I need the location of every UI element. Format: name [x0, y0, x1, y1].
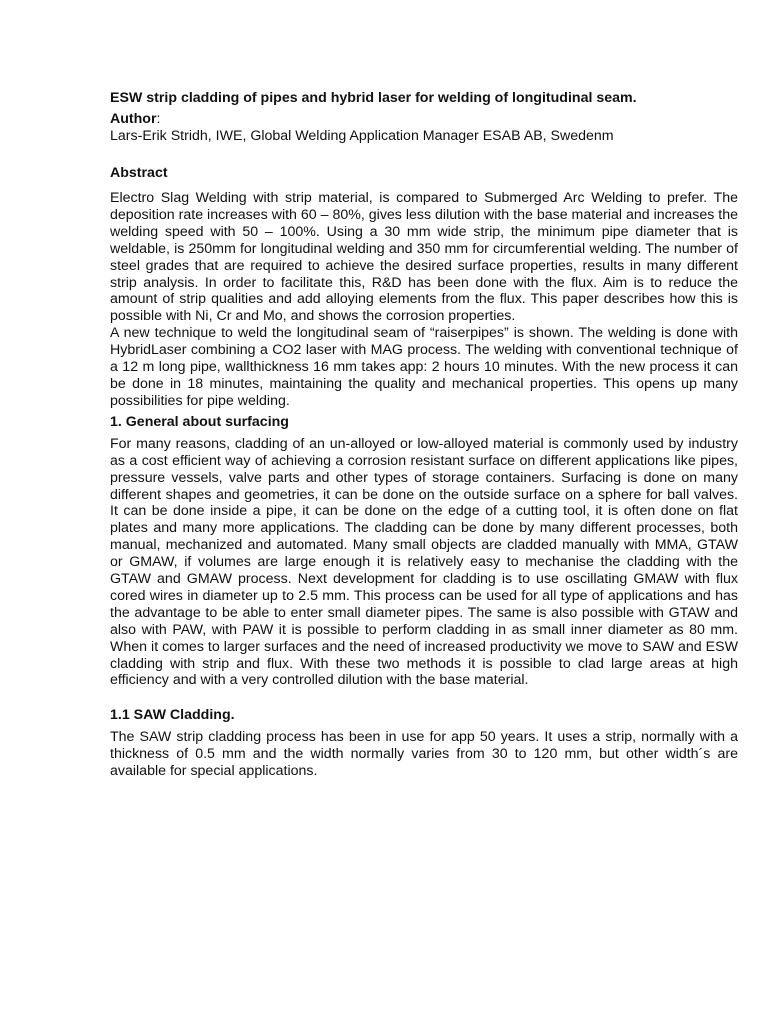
- section-1-1-heading: 1.1 SAW Cladding.: [110, 707, 235, 724]
- author-heading-label: Author: [110, 111, 157, 127]
- abstract-heading: Abstract: [110, 165, 168, 181]
- section-1-1-paragraph: The SAW strip cladding process has been in use for app 50 years. It uses a strip, normally with a thickness of 0.5 mm and the width normally varies from 30 to 120 mm, but other width´s are available for special applications.: [110, 729, 738, 780]
- author-heading-colon: :: [156, 111, 161, 127]
- document-page: [110, 89, 738, 780]
- section-1-paragraph: For many reasons, cladding of an un-alloyed or low-alloyed material is commonly used by industry as a cost efficient way of achieving a corrosion resistant surface on different applications like pipes, pressure vessels, valve parts and other types of storage containers. Surfacing is done on many different shapes and geometries, it can be done on the outside surface on a sphere for ball valves. It can be done inside a pipe, it can be done on the edge of a cutting tool, it is often done on flat plates and many more applications. The cladding can be done by many different processes, both manual, mechanized and automated. Many small objects are cladded manually with MMA, GTAW or GMAW, if volumes are large enough it is relatively easy to mechanise the cladding with the GTAW and GMAW process. Next development for cladding is to use oscillating GMAW with flux cored wires in diameter up to 2.5 mm. This process can be used for all type of applications and has the advantage to be able to enter small diameter pipes. The same is also possible with GTAW and also with PAW, with PAW it is possible to perform cladding in as small inner diameter as 80 mm. When it comes to larger surfaces and the need of increased productivity we move to SAW and ESW cladding with strip and flux. With these two methods it is possible to clad large areas at high efficiency and with a very controlled dilution with the base material.: [110, 435, 738, 689]
- abstract-paragraph-1: Electro Slag Welding with strip material, is compared to Submerged Arc Welding to prefer. The deposition rate increases with 60 – 80%, gives less dilution with the base material and increases the welding speed with 50 – 100%. Using a 30 mm wide strip, the minimum pipe diameter that is weldable, is 250mm for longitudinal welding and 350 mm for circumferential welding. The number of steel grades that are required to achieve the desired surface properties, results in many different strip analysis. In order to facilitate this, R&D has been done with the flux. Aim is to reduce the amount of strip qualities and add alloying elements from the flux. This paper describes how this is possible with Ni, Cr and Mo, and shows the corrosion properties.: [110, 190, 738, 325]
- section-1-heading: 1. General about surfacing: [110, 413, 289, 430]
- author-affiliation: Lars-Erik Stridh, IWE, Global Welding Application Manager ESAB AB, Swedenm: [110, 128, 614, 144]
- author-heading: [110, 111, 738, 128]
- paper-title: ESW strip cladding of pipes and hybrid laser for welding of longitudinal seam.: [110, 90, 637, 106]
- abstract-paragraph-2: A new technique to weld the longitudinal seam of “raiserpipes” is shown. The welding is done with HybridLaser combining a CO2 laser with MAG process. The welding with conventional technique of a 12 m long pipe, wallthickness 16 mm takes app: 2 hours 10 minutes. With the new process it can be done in 18 minutes, maintaining the quality and mechanical properties. This opens up many possibilities for pipe welding.: [110, 325, 738, 409]
